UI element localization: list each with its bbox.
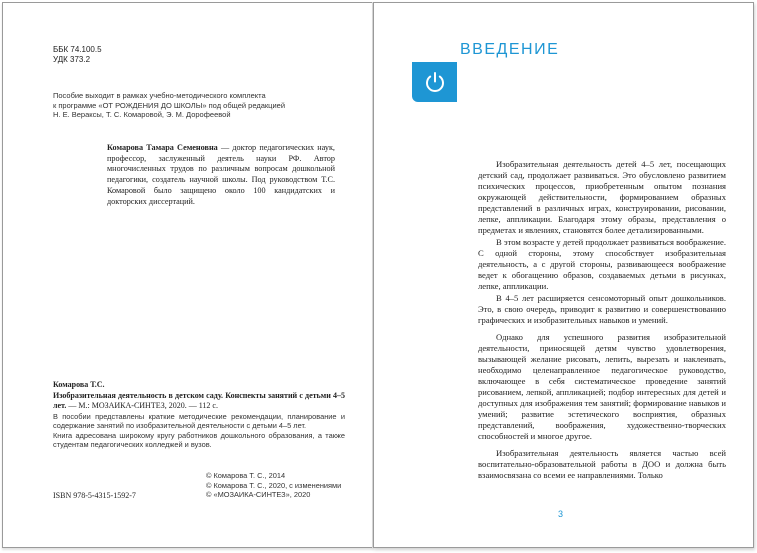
bbk-code: ББК 74.100.5 [53,45,102,54]
power-icon [412,62,457,102]
copyright-line: © Комарова Т. С., 2014 [206,471,286,480]
series-note-line: к программе «ОТ РОЖДЕНИЯ ДО ШКОЛЫ» под общей редакцией [53,100,286,110]
classification-codes [53,45,102,65]
udk-code: УДК 373.2 [53,55,91,64]
body-paragraph: В этом возрасте у детей продолжает развиваться воображение. С одной стороны, этому способствует изобразительная деятельность, а с другой стороны, развивающееся воображение ведет к обогащению образов, создаваемых детьми в рисунках, лепке, аппликации. [478,237,726,291]
author-bio-text: — доктор педагогических наук, профессор, заслуженный деятель науки РФ. Автор многочисленных трудов по различным вопросам дошкольной педагогики, создатель научной школы. Под руководством Т.С. Комаровой было защищено около 100 кандидатских и докторских диссертаций. [107,143,335,206]
bib-author: Комарова Т.С. [53,380,105,389]
right-page [373,2,754,548]
bib-title: Изобразительная деятельность в детском саду. Конспекты занятий с детьми 4–5 лет. [53,390,345,410]
annotation-paragraph: Книга адресована широкому кругу работников дошкольного образования, а также студентам педагогических колледжей и вузов. [53,430,345,449]
copyright-block [206,471,341,500]
body-paragraph: Однако для успешного развития изобразительной деятельности, приносящей детям чувство удовлетворения, вызывающей желание рисовать, лепить, вырезать и наклеивать, необходимо целенаправленное педагогическое руководство, включающее в себя систематическое проведение занятий рисованием, лепкой, аппликацией; подбор интересных для детей и доступных для изображения тем занятий; формирование навыков и умений; развитие эстетического восприятия, образных представлений, воображения, художественно-творческих способностей и многое другое. [478,332,726,441]
annotation [53,412,345,449]
power-icon-glyph [423,70,447,94]
page-number: 3 [558,509,564,519]
body-paragraph: Изобразительная деятельность является частью всей воспитательно-образовательной работы в ДОО и должна быть взаимосвязана со всеми ее направлениями. Только [478,448,726,480]
bibliographic-record [53,380,345,412]
isbn: ISBN 978-5-4315-1592-7 [53,491,136,500]
annotation-paragraph: В пособии представлены краткие методические рекомендации, планирование и содержание занятий по изобразительной деятельности с детьми 4–5 лет. [53,412,345,431]
body-paragraph: Изобразительная деятельность детей 4–5 лет, посещающих детский сад, продолжает развиваться. Это обусловлено развитием психических процессов, приобретенным опытом познания окружающей действительности, формированием образных представлений в различных играх, конструировании, рисовании, лепке, аппликации. Благодаря этому образы, представления о предметах и явлениях, становятся более детализированными. [478,159,726,235]
body-paragraph: В 4–5 лет расширяется сенсомоторный опыт дошкольников. Это, в свою очередь, приводит к развитию и совершенствованию графических и изобразительных навыков и умений. [478,293,726,325]
author-bio [107,143,335,207]
author-name: Комарова Тамара Семеновна [107,143,218,152]
series-note-line: Пособие выходит в рамках учебно-методического комплекта [53,91,266,100]
copyright-line: © «МОЗАИКА-СИНТЕЗ», 2020 [206,490,311,499]
copyright-line: © Комарова Т. С., 2020, с изменениями [206,480,342,490]
series-note [53,91,353,120]
intro-body [478,159,726,482]
series-note-line: Н. Е. Вераксы, Т. С. Комаровой, Э. М. Дорофеевой [53,110,231,119]
bib-imprint: — М.: МОЗАИКА-СИНТЕЗ, 2020. — 112 с. [66,401,218,410]
left-page [2,2,374,548]
chapter-title: ВВЕДЕНИЕ [460,41,560,58]
